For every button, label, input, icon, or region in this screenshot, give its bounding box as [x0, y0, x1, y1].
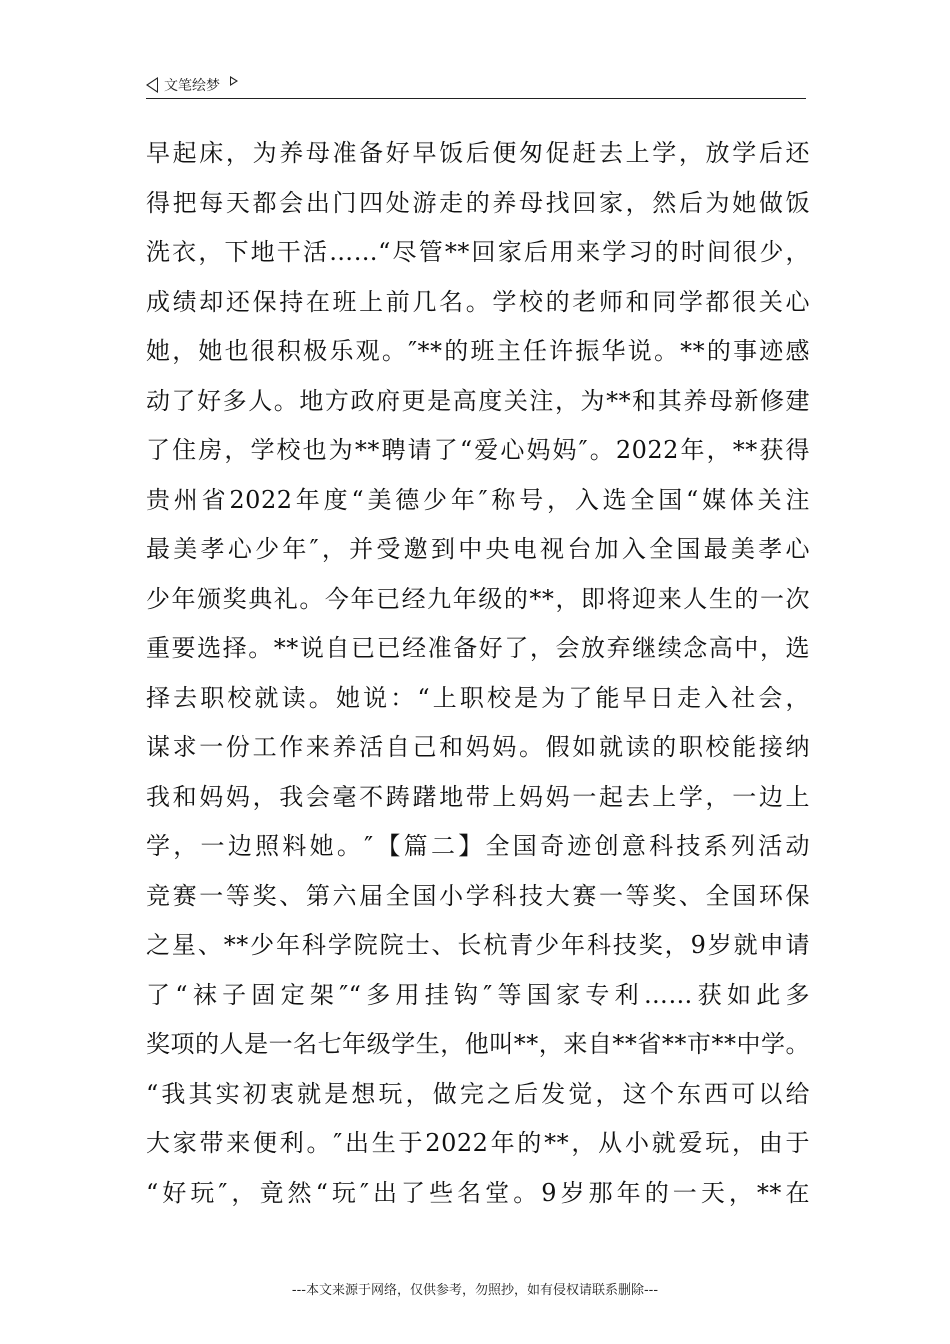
text-line: 得把每天都会出门四处游走的养母找回家，然后为她做饭: [146, 188, 810, 217]
page-header: [146, 74, 238, 96]
header-title: 文笔绘梦: [164, 78, 220, 94]
text-line: 我和妈妈，我会毫不踌躇地带上妈妈一起去上学，一边上: [146, 782, 810, 811]
text-line: 学，一边照料她。″【篇二】全国奇迹创意科技系列活动: [146, 832, 810, 860]
text-line: 重要选择。**说自已已经准备好了，会放弃继续念高中，选: [146, 634, 810, 662]
text-line: 谋求一份工作来养活自己和妈妈。假如就读的职校能接纳: [146, 733, 810, 761]
text-line: 最美孝心少年″，并受邀到中央电视台加入全国最美孝心: [146, 535, 810, 563]
text-line: 成绩却还保持在班上前几名。学校的老师和同学都很关心: [146, 287, 810, 316]
text-line: 奖项的人是一名七年级学生，他叫**，来自**省**市**中学。: [146, 1030, 810, 1058]
text-line: 择去职校就读。她说：“上职校是为了能早日走入社会，: [146, 683, 810, 712]
text-line: “好玩″，竟然“玩″出了些名堂。9岁那年的一天，**在: [146, 1178, 810, 1207]
footer-disclaimer: ---本文来源于网络，仅供参考，勿照抄，如有侵权请联系删除---: [291, 1283, 659, 1298]
text-line: 早起床，为养母准备好早饭后便匆促赶去上学，放学后还: [146, 139, 810, 167]
text-line: 洗衣，下地干活……“尽管**回家后用来学习的时间很少，: [146, 238, 810, 266]
triangle-right-icon: [230, 76, 238, 86]
text-line: “我其实初衷就是想玩，做完之后发觉，这个东西可以给: [146, 1079, 810, 1108]
text-line: 了“袜子固定架″“多用挂钩″等国家专利……获如此多: [146, 980, 810, 1009]
text-line: 贵州省2022年度“美德少年″称号，入选全国“媒体关注: [146, 485, 810, 514]
text-line: 少年颁奖典礼。今年已经九年级的**，即将迎来人生的一次: [146, 584, 810, 613]
body-text: [146, 129, 810, 1218]
text-line: 竞赛一等奖、第六届全国小学科技大赛一等奖、全国环保: [146, 881, 810, 910]
text-line: 之星、**少年科学院院士、长杭青少年科技奖，9岁就申请: [146, 931, 810, 959]
text-line: 了住房，学校也为**聘请了“爱心妈妈″。2022年，**获得: [146, 436, 810, 464]
text-line: 她，她也很积极乐观。″**的班主任许振华说。**的事迹感: [146, 337, 810, 365]
header-divider: [146, 98, 806, 99]
text-line: 大家带来便利。″出生于2022年的**，从小就爱玩，由于: [146, 1129, 810, 1157]
text-line: 动了好多人。地方政府更是高度关注，为**和其养母新修建: [146, 386, 810, 415]
triangle-left-icon: [146, 77, 158, 93]
